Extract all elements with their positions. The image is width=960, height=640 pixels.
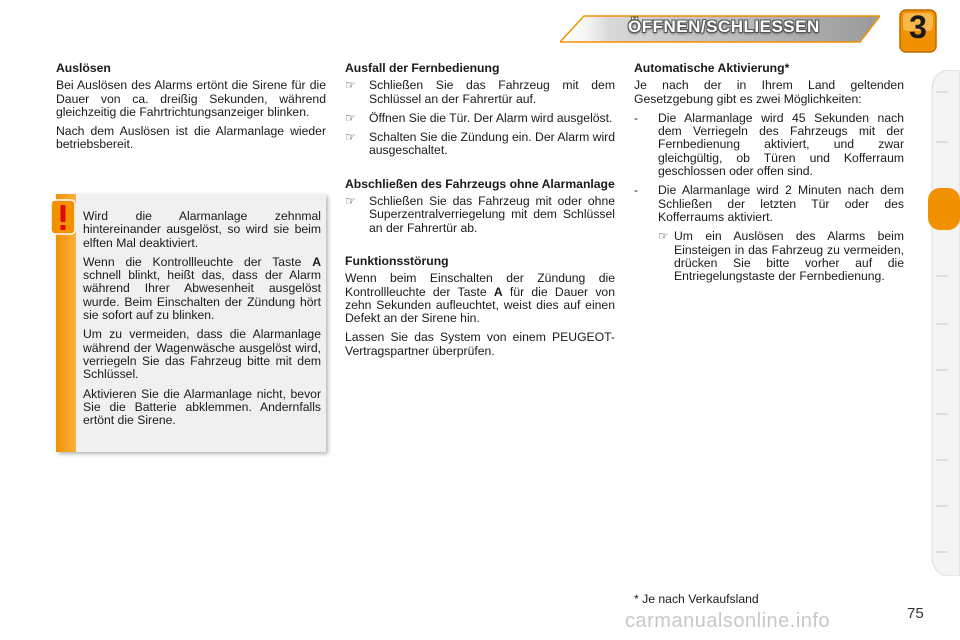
list-item: ☞ Öffnen Sie die Tür. Der Alarm wird ausgelöst. bbox=[345, 110, 613, 125]
list-item: ☞ Schließen Sie das Fahrzeug mit dem Schlüssel an der Fahrertür auf. bbox=[345, 78, 615, 106]
list-item: - Die Alarmanlage wird 2 Minuten nach dem Schließen der letzten Tür oder des Kofferraums aktiviert. bbox=[634, 183, 904, 224]
list-item: ☞ Schließen Sie das Fahrzeug mit oder ohne Superzentralverriegelung mit dem Schlüssel an der Fahrertür ab. bbox=[345, 194, 615, 235]
exclamation-icon bbox=[50, 199, 76, 235]
section-ausloesen bbox=[56, 62, 326, 158]
list-item: ☞ Um ein Auslösen des Alarms beim Einsteigen in das Fahrzeug zu vermeiden, drücken Sie bitte vorher auf die Entriegelungstaste der Fernbedienung. bbox=[658, 229, 904, 284]
section-fernbedienung bbox=[345, 62, 615, 364]
heading-automatische-aktivierung: Automatische Aktivierung* bbox=[634, 61, 790, 75]
heading-ausfall-fernbedienung: Ausfall der Fernbedienung bbox=[345, 61, 500, 75]
pointing-hand-icon: ☞ bbox=[345, 130, 356, 145]
heading-ausloesen: Auslösen bbox=[56, 61, 111, 75]
paragraph: Nach dem Auslösen ist die Alarmanlage wieder betriebsbereit. bbox=[56, 124, 326, 152]
page-title: ÖFFNEN/SCHLIESSEN bbox=[628, 17, 820, 36]
paragraph: Bei Auslösen des Alarms ertönt die Sirene für die Dauer von ca. dreißig Sekunden, während gleichzeitig die Fahrtrichtungsanzeiger blinken. bbox=[56, 78, 326, 119]
page-number: 75 bbox=[907, 605, 924, 622]
paragraph: Lassen Sie das System von einem PEUGEOT-Vertragspartner überprüfen. bbox=[345, 330, 615, 358]
list-item: ☞ Schalten Sie die Zündung ein. Der Alarm wird ausgeschaltet. bbox=[345, 130, 615, 158]
list-item: - Die Alarmanlage wird 45 Sekunden nach dem Verriegeln des Fahrzeugs mit der Fernbedienung aktiviert, und zwar gleichgültig, ob Türen und Kofferraum geschlossen oder offen sind. bbox=[634, 110, 904, 179]
heading-funktionsstoerung: Funktionsstörung bbox=[345, 253, 449, 268]
paragraph: Je nach der in Ihrem Land geltenden Gesetzgebung gibt es zwei Möglichkeiten: bbox=[634, 78, 904, 106]
warning-text bbox=[83, 210, 321, 433]
chapter-number: 3 bbox=[909, 9, 927, 45]
section-automatische-aktivierung bbox=[634, 62, 904, 289]
dash-bullet: - bbox=[634, 110, 639, 125]
paragraph: Wenn beim Einschalten der Zündung die Kontrollleuchte der Taste A für die Dauer von zehn Sekunden aufleuchtet, weist dies auf einen Defekt an der Sirene hin. bbox=[345, 271, 615, 326]
pointing-hand-icon: ☞ bbox=[658, 229, 669, 244]
paragraph: Wird die Alarmanlage zehnmal hintereinander ausgelöst, so wird sie beim elften Mal deaktiviert. bbox=[83, 209, 321, 250]
watermark: carmanualsonline.info bbox=[625, 610, 831, 632]
pointing-hand-icon: ☞ bbox=[345, 110, 356, 125]
key-label: A bbox=[312, 254, 321, 269]
dash-bullet: - bbox=[634, 183, 639, 198]
key-label: A bbox=[493, 284, 503, 299]
pointing-hand-icon: ☞ bbox=[345, 78, 356, 93]
heading-abschliessen: Abschließen des Fahrzeugs ohne Alarmanlage bbox=[345, 176, 615, 191]
paragraph: Wenn die Kontrollleuchte der Taste A schnell blinkt, heißt das, dass der Alarm während Ihrer Abwesenheit ausgelöst wurde. Beim Einschalten der Zündung hört sie sofort auf zu blinken. bbox=[83, 254, 321, 323]
paragraph: Aktivieren Sie die Alarmanlage nicht, bevor Sie die Batterie abklemmen. Andernfalls ertönt die Sirene. bbox=[83, 386, 321, 428]
pointing-hand-icon: ☞ bbox=[345, 194, 356, 209]
chapter-side-tabs bbox=[926, 70, 960, 576]
paragraph: Um zu vermeiden, dass die Alarmanlage während der Wagenwäsche ausgelöst wird, verriegeln Sie das Fahrzeug bitte mit dem Schlüssel. bbox=[83, 327, 321, 382]
footnote: * Je nach Verkaufsland bbox=[634, 592, 759, 606]
